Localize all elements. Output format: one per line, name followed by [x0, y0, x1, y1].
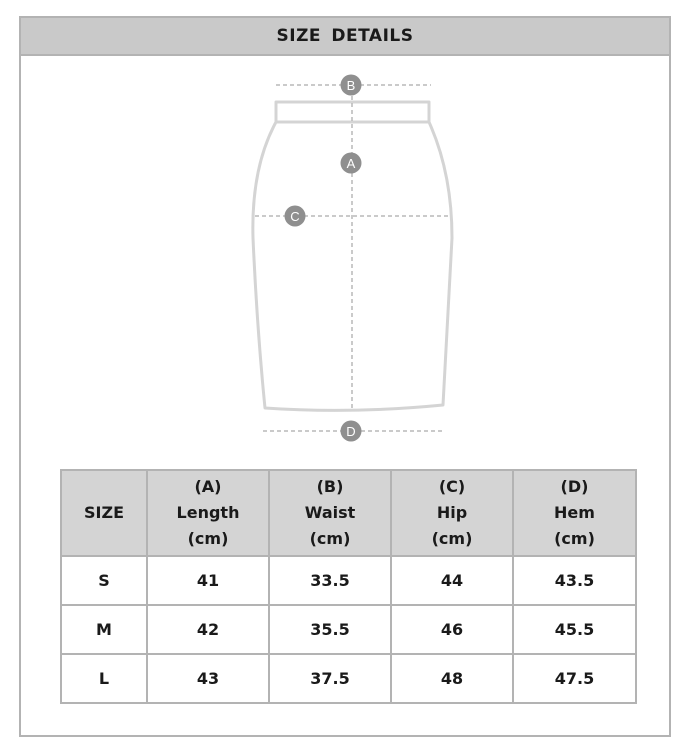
waist-cell: 33.5	[269, 556, 391, 605]
marker-d	[341, 421, 362, 442]
header-waist: (B) Waist (cm)	[269, 470, 391, 556]
length-cell: 41	[147, 556, 269, 605]
size-cell: S	[61, 556, 147, 605]
table-row	[61, 556, 636, 605]
hip-cell: 46	[391, 605, 513, 654]
hem-cell: 45.5	[513, 605, 636, 654]
size-cell: M	[61, 605, 147, 654]
header-hip: (C) Hip (cm)	[391, 470, 513, 556]
marker-a	[341, 153, 362, 174]
svg-text:B: B	[346, 78, 356, 93]
length-cell: 42	[147, 605, 269, 654]
table-row	[61, 605, 636, 654]
waist-cell: 35.5	[269, 605, 391, 654]
size-table	[60, 469, 637, 704]
hip-cell: 44	[391, 556, 513, 605]
size-details-panel	[19, 16, 671, 737]
header-hem: (D) Hem (cm)	[513, 470, 636, 556]
size-cell: L	[61, 654, 147, 703]
page-title: SIZE DETAILS	[21, 18, 669, 56]
hip-cell: 48	[391, 654, 513, 703]
header-size: SIZE	[61, 470, 147, 556]
table-row	[61, 654, 636, 703]
marker-c	[285, 206, 306, 227]
table-header-row	[61, 470, 636, 556]
svg-text:D: D	[346, 424, 356, 439]
waist-cell: 37.5	[269, 654, 391, 703]
length-cell: 43	[147, 654, 269, 703]
hem-cell: 43.5	[513, 556, 636, 605]
svg-text:A: A	[346, 156, 356, 171]
svg-text:C: C	[290, 209, 300, 224]
skirt-diagram	[21, 18, 669, 458]
hem-cell: 47.5	[513, 654, 636, 703]
marker-b	[341, 75, 362, 96]
header-length: (A) Length (cm)	[147, 470, 269, 556]
